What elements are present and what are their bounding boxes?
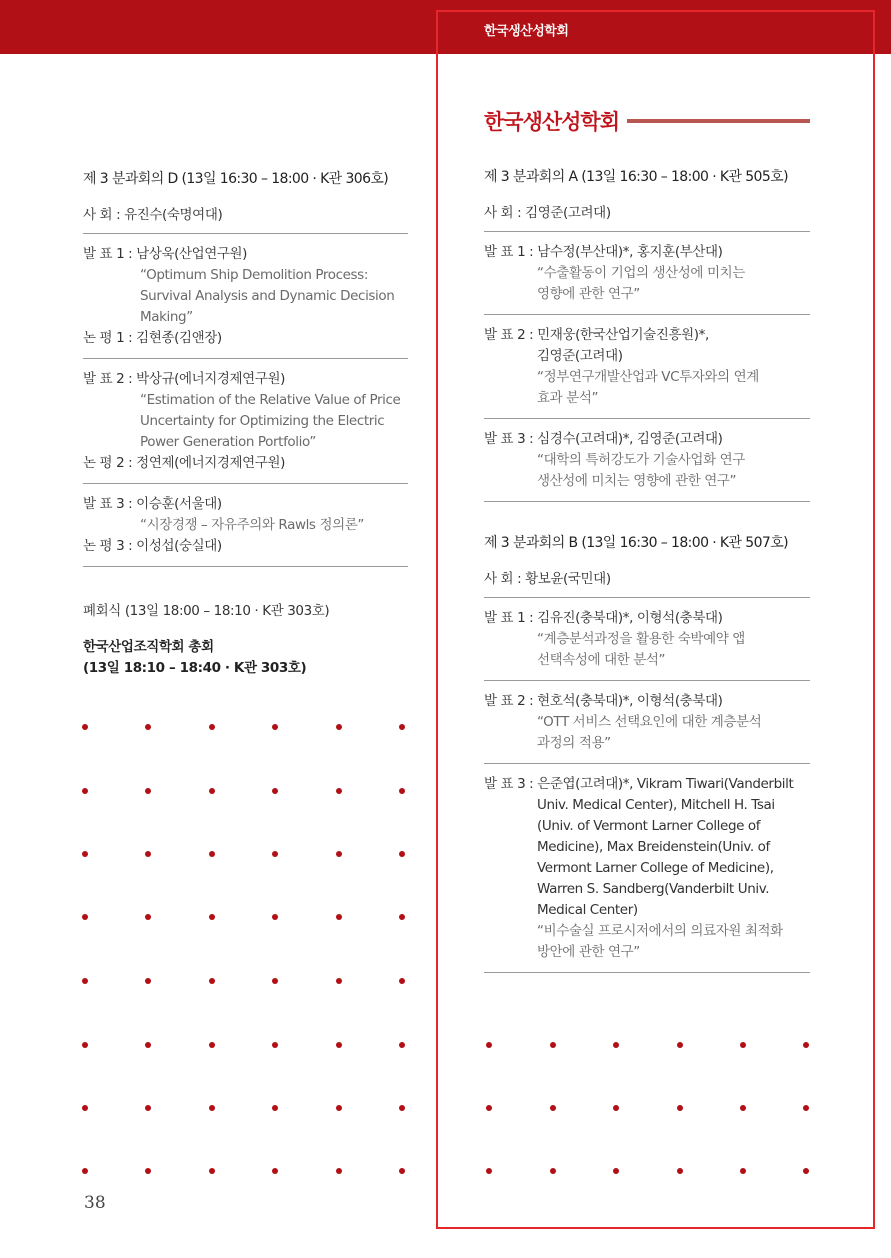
decorative-dot (209, 1168, 215, 1174)
paper-title-line: Uncertainty for Optimizing the Electric (140, 413, 385, 429)
paper-title-line: Making” (140, 309, 193, 325)
paper-title-line: 방안에 관한 연구” (537, 944, 640, 960)
decorative-dot (336, 851, 342, 857)
session-b-heading: 제 3 분과회의 B (13일 16:30 – 18:00 · K관 507호) (484, 535, 788, 551)
society-title-text: 한국생산성학회 (484, 110, 620, 134)
presenter-line: 논 평 2 : 정연제(에너지경제연구원) (83, 455, 285, 471)
decorative-dot (272, 914, 278, 920)
session-d-chair: 사 회 : 유진수(숙명여대) (83, 192, 408, 234)
society-title-rule (627, 119, 810, 123)
paper-title-line: “수출활동이 기업의 생산성에 미치는 (537, 265, 745, 281)
presentation-block (484, 681, 810, 764)
session-a-chair: 사 회 : 김영준(고려대) (484, 190, 810, 232)
decorative-dot (209, 724, 215, 730)
decorative-dot (82, 914, 88, 920)
paper-title-line: 생산성에 미치는 영향에 관한 연구” (537, 473, 737, 489)
presentation-block (484, 598, 810, 681)
general-meeting (83, 637, 408, 679)
decorative-dot (740, 1168, 746, 1174)
decorative-dot (209, 851, 215, 857)
decorative-dot (209, 788, 215, 794)
decorative-dot (145, 851, 151, 857)
presenter-line: 논 평 1 : 김현종(김앤장) (83, 330, 222, 346)
decorative-dot (486, 1042, 492, 1048)
presentation-block (484, 232, 810, 315)
decorative-dot (145, 724, 151, 730)
decorative-dot (145, 978, 151, 984)
paper-title-line: 선택속성에 대한 분석” (537, 652, 666, 668)
decorative-dot (336, 1042, 342, 1048)
decorative-dot (82, 1105, 88, 1111)
decorative-dot (82, 851, 88, 857)
left-column (83, 168, 408, 679)
page-number: 38 (84, 1193, 106, 1213)
decorative-dot (399, 851, 405, 857)
decorative-dot (145, 1168, 151, 1174)
presenter-line: 발 표 2 : 박상규(에너지경제연구원) (83, 371, 285, 387)
decorative-dot (82, 1168, 88, 1174)
session-d-heading: 제 3 분과회의 D (13일 16:30 – 18:00 · K관 306호) (83, 171, 389, 187)
decorative-dot (145, 1105, 151, 1111)
presenter-line: 논 평 3 : 이성섭(숭실대) (83, 538, 222, 554)
presenter-continuation-line: Univ. Medical Center), Mitchell H. Tsai (537, 797, 775, 813)
decorative-dot (550, 1168, 556, 1174)
decorative-dot (399, 914, 405, 920)
society-title (484, 104, 810, 138)
presenter-continuation-line: Medicine), Max Breidenstein(Univ. of (537, 839, 770, 855)
decorative-dot (399, 978, 405, 984)
decorative-dot (803, 1105, 809, 1111)
decorative-dot (803, 1168, 809, 1174)
decorative-dot (209, 1105, 215, 1111)
decorative-dot (613, 1042, 619, 1048)
decorative-dot (486, 1105, 492, 1111)
presenter-continuation-line: Warren S. Sandberg(Vanderbilt Univ. (537, 881, 770, 897)
paper-title-line: “정부연구개발산업과 VC투자와의 연계 (537, 369, 759, 385)
decorative-dot (336, 1168, 342, 1174)
presenter-continuation-line: (Univ. of Vermont Larner College of (537, 818, 761, 834)
presentation-block (484, 419, 810, 502)
decorative-dot (336, 914, 342, 920)
paper-title-line: Power Generation Portfolio” (140, 434, 316, 450)
decorative-dot (550, 1042, 556, 1048)
decorative-dot (740, 1105, 746, 1111)
presenter-line: 발 표 1 : 남상욱(산업연구원) (83, 246, 248, 262)
presentation-block (83, 234, 408, 359)
decorative-dot (740, 1042, 746, 1048)
decorative-dot (613, 1105, 619, 1111)
paper-title-line: Survival Analysis and Dynamic Decision (140, 288, 395, 304)
decorative-dot (272, 851, 278, 857)
decorative-dot (145, 788, 151, 794)
decorative-dot (677, 1042, 683, 1048)
paper-title-line: 과정의 적용” (537, 735, 611, 751)
decorative-dot (272, 788, 278, 794)
decorative-dot (399, 788, 405, 794)
decorative-dot (613, 1168, 619, 1174)
presenter-line: 발 표 2 : 현호석(충북대)*, 이형석(충북대) (484, 693, 723, 709)
decorative-dot (82, 788, 88, 794)
decorative-dot (677, 1105, 683, 1111)
decorative-dot (82, 724, 88, 730)
session-b-presentations (484, 598, 810, 973)
session-a-presentations (484, 232, 810, 502)
paper-title-line: 효과 분석” (537, 390, 599, 406)
decorative-dot (677, 1168, 683, 1174)
presenter-line: 발 표 1 : 김유진(충북대)*, 이형석(충북대) (484, 610, 723, 626)
presenter-line: 발 표 3 : 이승훈(서울대) (83, 496, 222, 512)
paper-title-line: “시장경쟁 – 자유주의와 Rawls 정의론” (140, 517, 364, 533)
session-b-chair: 사 회 : 황보윤(국민대) (484, 556, 810, 598)
paper-title-line: 영향에 관한 연구” (537, 286, 640, 302)
decorative-dot (399, 1105, 405, 1111)
presenter-continuation-line: Medical Center) (537, 902, 638, 918)
paper-title-line: “Optimum Ship Demolition Process: (140, 267, 368, 283)
session-a-heading: 제 3 분과회의 A (13일 16:30 – 18:00 · K관 505호) (484, 169, 788, 185)
decorative-dot (399, 1042, 405, 1048)
decorative-dot (272, 978, 278, 984)
presenter-continuation-line: 김영준(고려대) (537, 348, 623, 364)
decorative-dot (272, 724, 278, 730)
presentation-block (484, 315, 810, 419)
paper-title-line: “비수술실 프로시저에서의 의료자원 최적화 (537, 923, 783, 939)
general-meeting-title: 한국산업조직학회 총회 (83, 639, 214, 655)
decorative-dot (399, 1168, 405, 1174)
right-column (484, 104, 810, 973)
decorative-dot (145, 914, 151, 920)
decorative-dot (399, 724, 405, 730)
closing-ceremony: 폐회식 (13일 18:00 – 18:10 · K관 303호) (83, 603, 330, 619)
decorative-dot (209, 1042, 215, 1048)
header-org-name: 한국생산성학회 (484, 24, 569, 39)
presenter-continuation-line: Vermont Larner College of Medicine), (537, 860, 774, 876)
decorative-dot (336, 724, 342, 730)
presentation-block (83, 484, 408, 567)
paper-title-line: “계층분석과정을 활용한 숙박예약 앱 (537, 631, 745, 647)
presenter-line: 발 표 3 : 은준엽(고려대)*, Vikram Tiwari(Vanderbilt (484, 776, 794, 792)
decorative-dot (272, 1168, 278, 1174)
presenter-line: 발 표 1 : 남수정(부산대)*, 홍지훈(부산대) (484, 244, 723, 260)
paper-title-line: “OTT 서비스 선택요인에 대한 계층분석 (537, 714, 762, 730)
decorative-dot (336, 978, 342, 984)
presenter-line: 발 표 2 : 민재웅(한국산업기술진흥원)*, (484, 327, 709, 343)
decorative-dot (486, 1168, 492, 1174)
session-d-presentations (83, 234, 408, 567)
decorative-dot (272, 1105, 278, 1111)
paper-title-line: “Estimation of the Relative Value of Price (140, 392, 401, 408)
decorative-dot (209, 914, 215, 920)
presentation-block (83, 359, 408, 484)
general-meeting-time: (13일 18:10 – 18:40 · K관 303호) (83, 660, 307, 676)
decorative-dot (82, 1042, 88, 1048)
decorative-dot (336, 788, 342, 794)
decorative-dot (803, 1042, 809, 1048)
decorative-dot (550, 1105, 556, 1111)
decorative-dot (272, 1042, 278, 1048)
paper-title-line: “대학의 특허강도가 기술사업화 연구 (537, 452, 745, 468)
presentation-block (484, 764, 810, 973)
decorative-dot (145, 1042, 151, 1048)
decorative-dot (336, 1105, 342, 1111)
presenter-line: 발 표 3 : 심경수(고려대)*, 김영준(고려대) (484, 431, 723, 447)
decorative-dot (82, 978, 88, 984)
decorative-dot (209, 978, 215, 984)
